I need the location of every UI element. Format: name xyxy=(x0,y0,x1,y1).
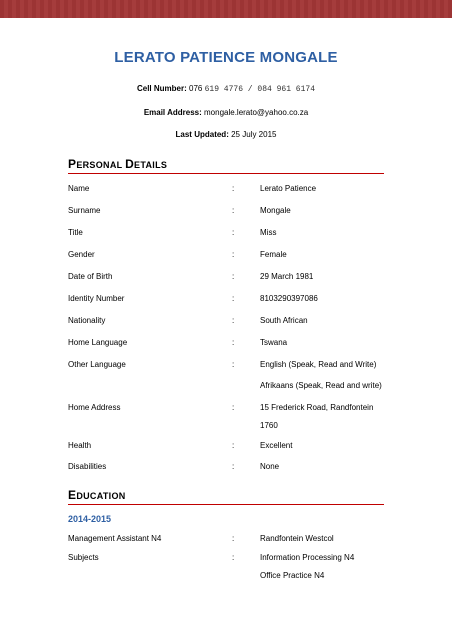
email-line xyxy=(0,108,452,117)
row-separator: : xyxy=(232,272,235,281)
table-row xyxy=(0,534,452,548)
table-row xyxy=(0,553,452,567)
candidate-name: LERATO PATIENCE MONGALE xyxy=(114,49,338,66)
cell-number-value: 619 4776 / 084 961 6174 xyxy=(204,85,316,94)
email-label: Email Address: xyxy=(143,108,202,117)
row-value: 29 March 1981 xyxy=(260,272,314,281)
row-key: Health xyxy=(68,441,92,450)
row-value: Afrikaans (Speak, Read and write) xyxy=(260,381,382,390)
row-key: Home Language xyxy=(68,338,128,347)
email-value: mongale.lerato@yahoo.co.za xyxy=(204,108,309,117)
row-key: Gender xyxy=(68,250,95,259)
row-value: Excellent xyxy=(260,441,293,450)
row-value: South African xyxy=(260,316,308,325)
row-value: Female xyxy=(260,250,287,259)
row-separator: : xyxy=(232,206,235,215)
row-key: Other Language xyxy=(68,360,126,369)
row-value: Information Processing N4 xyxy=(260,553,355,562)
row-key: Surname xyxy=(68,206,101,215)
row-value: Office Practice N4 xyxy=(260,571,325,580)
last-updated-value: 25 July 2015 xyxy=(231,130,277,139)
last-updated-line xyxy=(0,130,452,139)
row-value: English (Speak, Read and Write) xyxy=(260,360,377,369)
row-separator: : xyxy=(232,184,235,193)
row-key: Date of Birth xyxy=(68,272,113,281)
row-key: Identity Number xyxy=(68,294,125,303)
row-value: None xyxy=(260,462,280,471)
table-row xyxy=(0,381,452,395)
table-row xyxy=(0,206,452,220)
table-row xyxy=(0,228,452,242)
table-row xyxy=(0,462,452,476)
cell-number-line xyxy=(0,84,452,94)
row-key: Subjects xyxy=(68,553,99,562)
table-row xyxy=(0,421,452,435)
table-row xyxy=(0,338,452,352)
row-separator: : xyxy=(232,294,235,303)
table-row xyxy=(0,441,452,455)
cell-number-prefix: 076 xyxy=(189,84,203,93)
education-heading: EDUCATION xyxy=(68,488,384,505)
table-row xyxy=(0,316,452,330)
table-row xyxy=(0,403,452,417)
table-row xyxy=(0,272,452,286)
row-separator: : xyxy=(232,441,235,450)
cell-number-label: Cell Number: xyxy=(136,84,187,93)
row-value: Mongale xyxy=(260,206,291,215)
row-separator: : xyxy=(232,534,235,543)
row-value: Miss xyxy=(260,228,277,237)
table-row xyxy=(0,360,452,374)
row-separator: : xyxy=(232,316,235,325)
table-row xyxy=(0,250,452,264)
row-separator: : xyxy=(232,360,235,369)
row-value: 15 Frederick Road, Randfontein xyxy=(260,403,374,412)
education-period: 2014-2015 xyxy=(68,514,112,524)
row-value: Lerato Patience xyxy=(260,184,317,193)
row-value: 1760 xyxy=(260,421,278,430)
table-row xyxy=(0,294,452,308)
table-row xyxy=(0,571,452,585)
row-separator: : xyxy=(232,553,235,562)
row-value: 8103290397086 xyxy=(260,294,318,303)
row-value: Randfontein Westcol xyxy=(260,534,334,543)
table-row xyxy=(0,184,452,198)
row-separator: : xyxy=(232,403,235,412)
personal-details-heading: PERSONAL DETAILS xyxy=(68,157,384,174)
row-key: Nationality xyxy=(68,316,106,325)
row-key: Title xyxy=(68,228,83,237)
row-key: Home Address xyxy=(68,403,121,412)
row-separator: : xyxy=(232,228,235,237)
row-value: Tswana xyxy=(260,338,288,347)
last-updated-label: Last Updated: xyxy=(175,130,229,139)
row-key: Name xyxy=(68,184,90,193)
row-key: Disabilities xyxy=(68,462,107,471)
row-separator: : xyxy=(232,338,235,347)
row-separator: : xyxy=(232,462,235,471)
top-decorative-band xyxy=(0,0,452,18)
row-separator: : xyxy=(232,250,235,259)
row-key: Management Assistant N4 xyxy=(68,534,162,543)
